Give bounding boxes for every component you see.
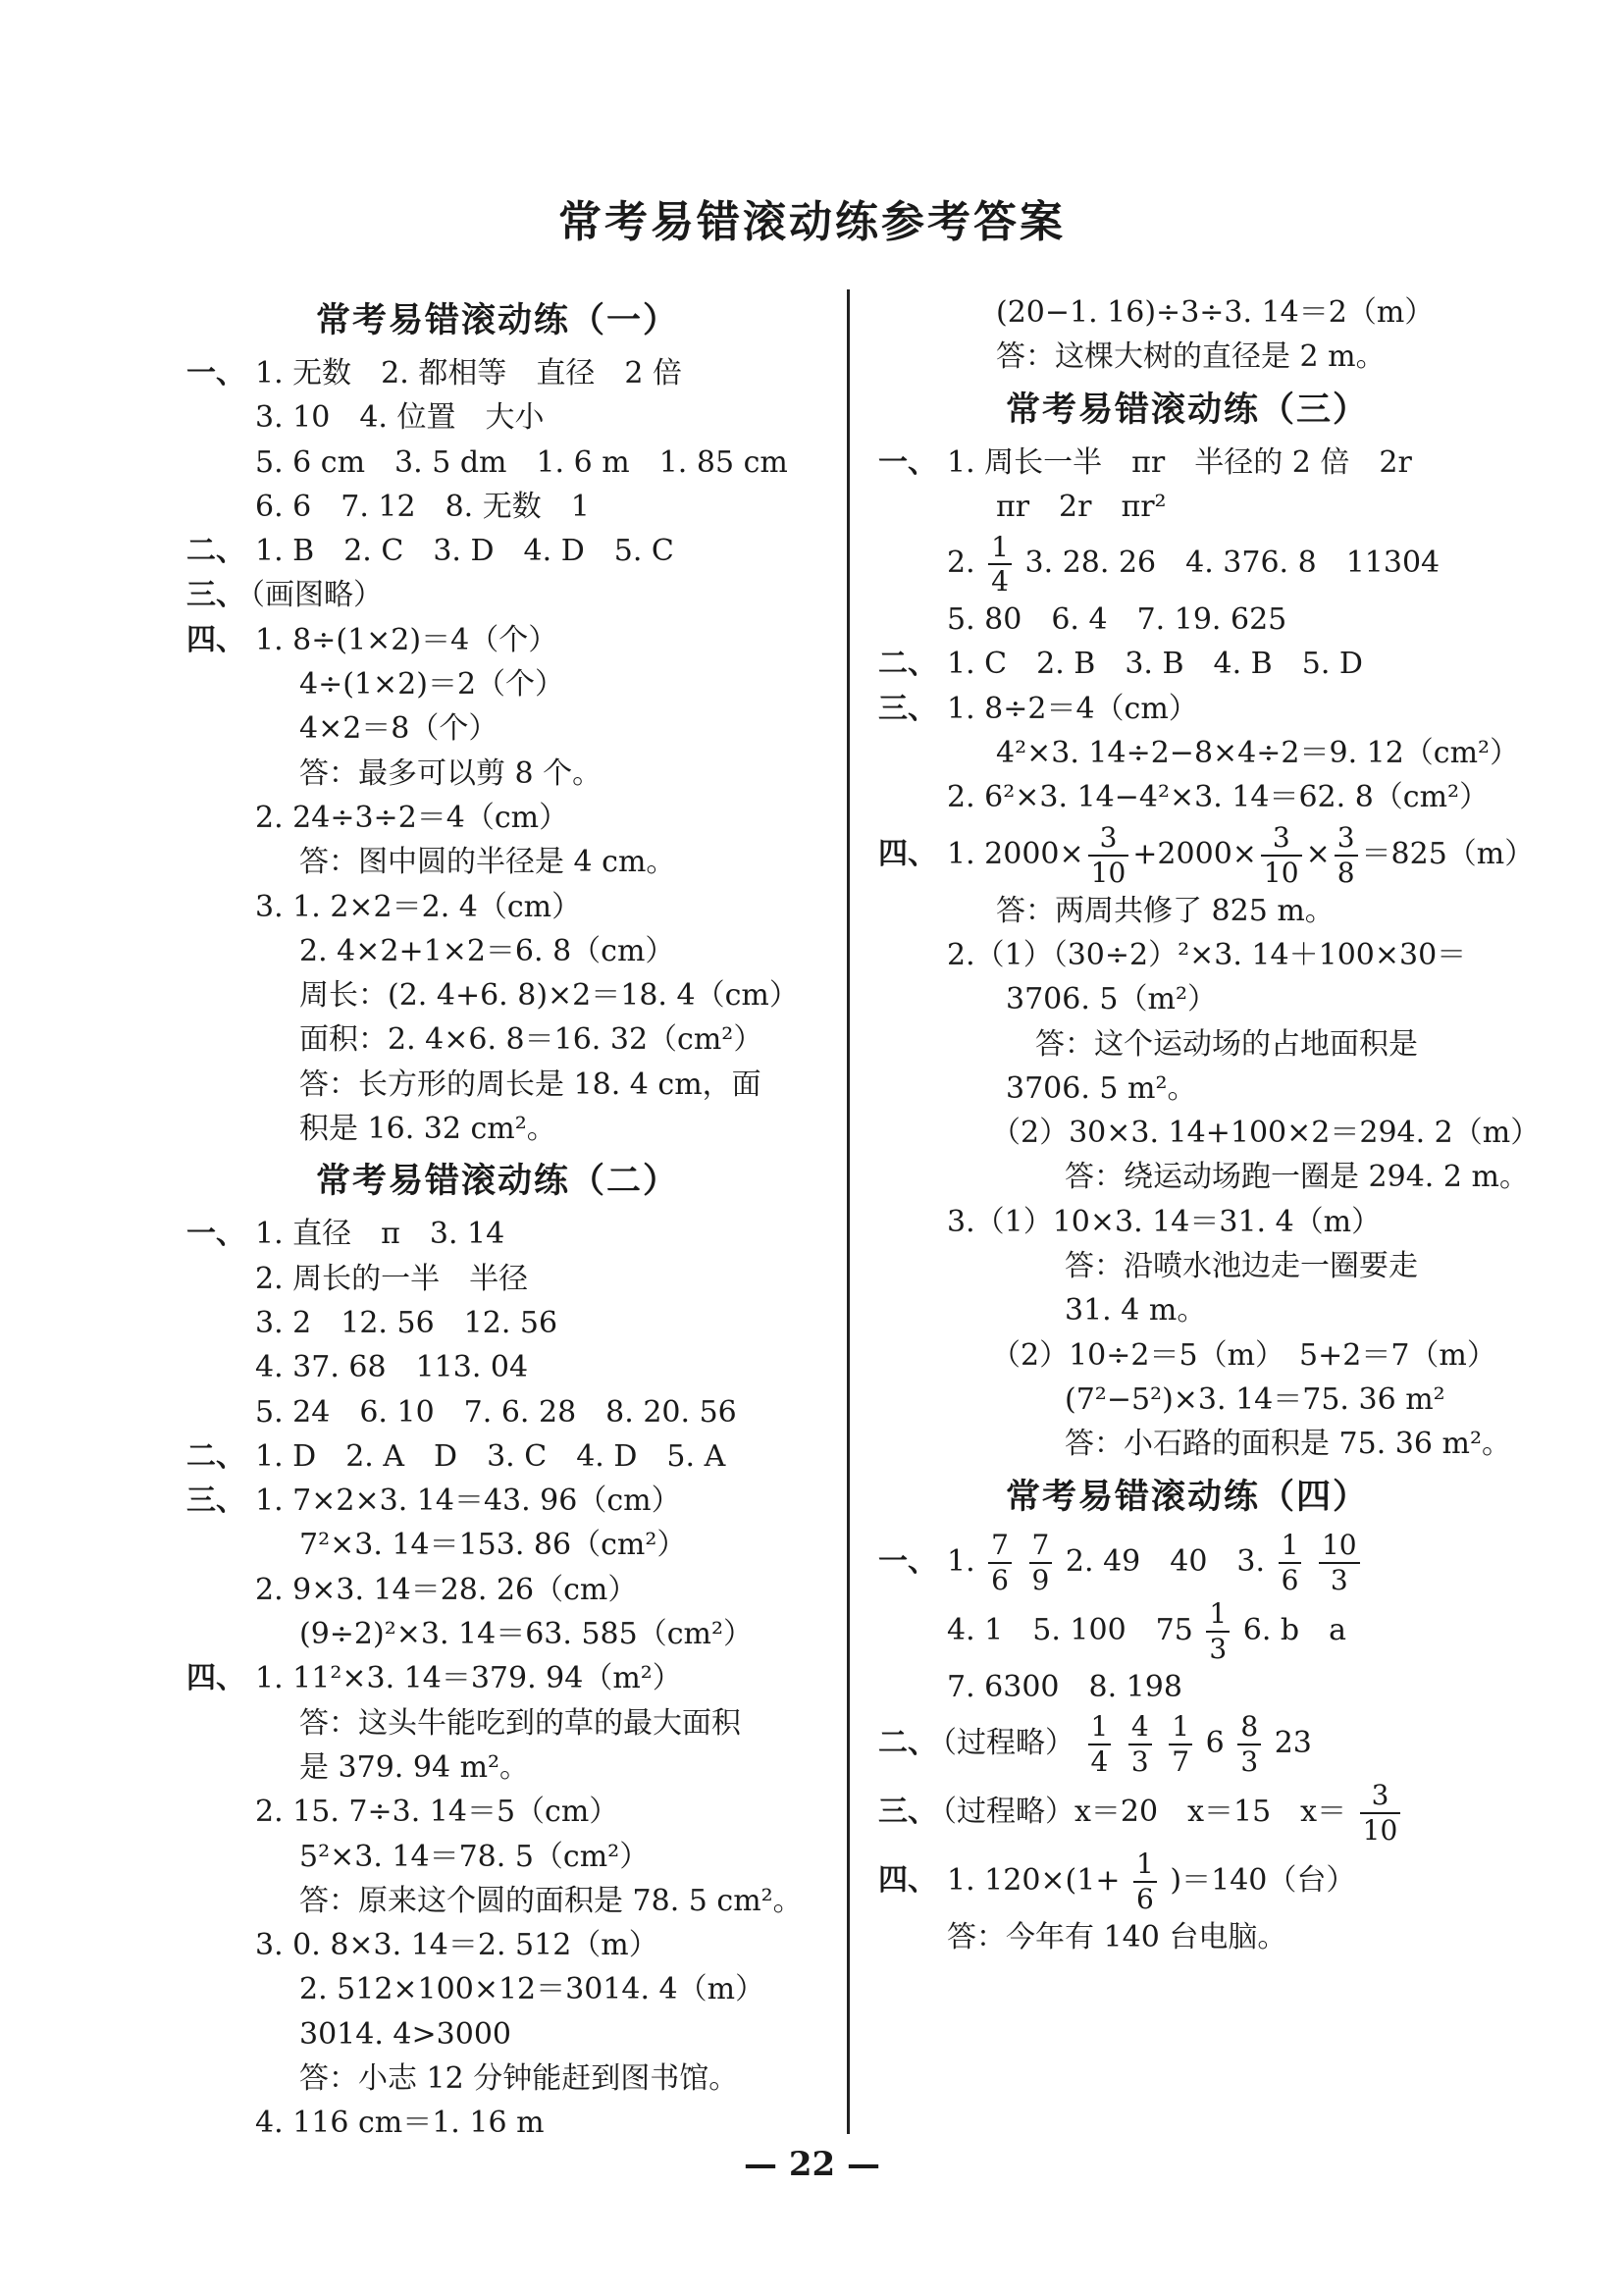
answer-line: 答：这个运动场的占地面积是	[1035, 1026, 1418, 1062]
answer-line: 四、 1. 2000× $\frac{3}{10}$ +2000× $\frac{3}{10}$ × $\frac{3}{8}$ ＝825（m）	[878, 821, 1535, 889]
answer-line: 答：原来这个圆的面积是 78. 5 cm²。	[299, 1883, 803, 1918]
answer-line: 3. 1. 2×2＝2. 4（cm）	[255, 889, 582, 924]
answer-line: 3706. 5（m²）	[1006, 982, 1217, 1017]
answer-line: 周长：(2. 4+6. 8)×2＝18. 4（cm）	[299, 978, 799, 1014]
answer-line: 二、 1. B 2. C 3. D 4. D 5. C	[186, 534, 674, 569]
section-title-3: 常考易错滚动练（三）	[1006, 389, 1370, 430]
section-title-2: 常考易错滚动练（二）	[316, 1161, 680, 1202]
answer-line: 4×2＝8（个）	[299, 711, 498, 747]
answer-line: 5. 80 6. 4 7. 19. 625	[947, 602, 1287, 638]
fraction: $\frac{3}{8}$	[1335, 821, 1358, 889]
answer-line: 一、 1. $\frac{7}{6}$ $\frac{7}{9}$ 2. 49 40 3. $\frac{1}{6}$ $\frac{10}{3}$	[878, 1528, 1545, 1596]
answer-line: 三、 1. 7×2×3. 14＝43. 96（cm）	[186, 1484, 681, 1519]
answer-line: 答：两周共修了 825 m。	[996, 893, 1335, 928]
fraction: $\frac{4}{3}$	[1128, 1710, 1152, 1778]
answer-line: 答：最多可以剪 8 个。	[299, 755, 602, 791]
answer-line: 2. 周长的一半 半径	[255, 1261, 529, 1296]
answer-line: 答：沿喷水池边走一圈要走	[1065, 1249, 1418, 1284]
column-divider	[847, 289, 850, 2134]
answer-line: 31. 4 m。	[1065, 1293, 1207, 1328]
left-column	[186, 290, 814, 2146]
answer-line: 5. 6 cm 3. 5 dm 1. 6 m 1. 85 cm	[255, 444, 788, 480]
answer-line: (9÷2)²×3. 14＝63. 585（cm²）	[299, 1617, 753, 1652]
fraction: $\frac{10}{3}$	[1319, 1529, 1360, 1596]
answer-line: 4÷(1×2)＝2（个）	[299, 667, 565, 703]
fraction: $\frac{7}{9}$	[1029, 1529, 1053, 1596]
fraction: $\frac{1}{6}$	[1133, 1848, 1157, 1915]
answer-line: 积是 16. 32 cm²。	[299, 1112, 556, 1147]
answer-line: 答：绕运动场跑一圈是 294. 2 m。	[1065, 1160, 1529, 1195]
answer-line: 四、 1. 120×(1+ $\frac{1}{6}$ )＝140（台）	[878, 1848, 1356, 1915]
answer-line: 2. 6²×3. 14−4²×3. 14＝62. 8（cm²）	[947, 780, 1490, 815]
answer-line: (7²−5²)×3. 14＝75. 36 m²	[1065, 1381, 1445, 1417]
answer-line: 7. 6300 8. 198	[947, 1669, 1182, 1704]
answer-line: 3. 2 12. 56 12. 56	[255, 1305, 558, 1340]
answer-line: 4²×3. 14÷2−8×4÷2＝9. 12（cm²）	[996, 736, 1520, 771]
answer-line: 四、 1. 8÷(1×2)＝4（个）	[186, 622, 558, 657]
fraction: $\frac{3}{10}$	[1088, 821, 1129, 889]
section-title-1: 常考易错滚动练（一）	[316, 300, 680, 340]
answer-line: (20−1. 16)÷3÷3. 14＝2（m）	[996, 295, 1435, 330]
answer-line: 3014. 4>3000	[299, 2016, 511, 2052]
answer-line: 答：长方形的周长是 18. 4 cm，面	[299, 1067, 761, 1102]
answer-line: 一、 1. 周长一半 πr 半径的 2 倍 2r	[878, 444, 1412, 480]
answer-line: 三、 1. 8÷2＝4（cm）	[878, 691, 1198, 726]
answer-line: 一、 1. 直径 π 3. 14	[186, 1217, 505, 1252]
fraction: $\frac{1}{7}$	[1169, 1710, 1192, 1778]
answer-line: 3706. 5 m²。	[1006, 1070, 1197, 1106]
answer-line: 6. 6 7. 12 8. 无数 1	[255, 489, 590, 524]
answer-line: 2. 24÷3÷2＝4（cm）	[255, 800, 569, 835]
fraction: $\frac{1}{6}$	[1279, 1529, 1302, 1596]
answer-line: 面积：2. 4×6. 8＝16. 32（cm²）	[299, 1022, 763, 1058]
answer-line: 3.（1）10×3. 14＝31. 4（m）	[947, 1204, 1382, 1239]
right-column	[878, 290, 1545, 1959]
fraction: $\frac{7}{6}$	[988, 1529, 1012, 1596]
page-title: 常考易错滚动练参考答案	[558, 197, 1066, 247]
answer-line: （2）30×3. 14+100×2＝294. 2（m）	[991, 1116, 1541, 1151]
answer-line: 2. 15. 7÷3. 14＝5（cm）	[255, 1795, 619, 1830]
answer-line: 答：小志 12 分钟能赶到图书馆。	[299, 2060, 739, 2096]
answer-line: 2.（1）（30÷2）²×3. 14＋100×30＝	[947, 937, 1467, 972]
answer-line: 5²×3. 14＝78. 5（cm²）	[299, 1839, 650, 1874]
answer-line: 答：小石路的面积是 75. 36 m²。	[1065, 1427, 1511, 1462]
answer-line: （2）10÷2＝5（m） 5+2＝7（m）	[991, 1337, 1496, 1373]
fraction: $\frac{8}{3}$	[1237, 1710, 1261, 1778]
answer-line: 四、 1. 11²×3. 14＝379. 94（m²）	[186, 1661, 682, 1696]
answer-line: 二、 1. C 2. B 3. B 4. B 5. D	[878, 647, 1363, 682]
answer-line: 3. 0. 8×3. 14＝2. 512（m）	[255, 1928, 658, 1963]
answer-line: πr 2r πr²	[996, 489, 1167, 524]
fraction: $\frac{1}{4}$	[988, 531, 1012, 599]
fraction: $\frac{3}{10}$	[1261, 821, 1302, 889]
answer-line: 答：这头牛能吃到的草的最大面积	[299, 1705, 741, 1741]
answer-line: 答：今年有 140 台电脑。	[947, 1919, 1287, 1954]
answer-line: 二、 （过程略） $\frac{1}{4}$ $\frac{4}{3}$ $\frac{1}{7}$ 6 $\frac{8}{3}$ 23	[878, 1710, 1312, 1778]
answer-line: 2. 4×2+1×2＝6. 8（cm）	[299, 933, 675, 968]
answer-line: 3. 10 4. 位置 大小	[255, 400, 545, 436]
fraction: $\frac{1}{3}$	[1206, 1597, 1230, 1665]
answer-line: 答：这棵大树的直径是 2 m。	[996, 339, 1386, 375]
fraction: $\frac{3}{10}$	[1360, 1779, 1401, 1847]
page-number: — 22 —	[744, 2145, 880, 2184]
answer-line: 二、 1. D 2. A D 3. C 4. D 5. A	[186, 1438, 726, 1474]
fraction: $\frac{1}{4}$	[1088, 1710, 1112, 1778]
section-title-4: 常考易错滚动练（四）	[1006, 1476, 1370, 1517]
answer-line: 7²×3. 14＝153. 86（cm²）	[299, 1528, 687, 1563]
answer-line: 一、 1. 无数 2. 都相等 直径 2 倍	[186, 356, 682, 391]
answer-line: 2. 9×3. 14＝28. 26（cm）	[255, 1572, 638, 1607]
answer-line: 4. 37. 68 113. 04	[255, 1350, 529, 1385]
answer-line: 4. 1 5. 100 75 $\frac{1}{3}$ 6. b a	[947, 1596, 1347, 1665]
answer-line: 5. 24 6. 10 7. 6. 28 8. 20. 56	[255, 1394, 737, 1430]
answer-line: 2. 512×100×12＝3014. 4（m）	[299, 1972, 765, 2007]
answer-line: 三、 （画图略）	[186, 578, 383, 613]
answer-line: 答：图中圆的半径是 4 cm。	[299, 845, 676, 880]
answer-line: 4. 116 cm＝1. 16 m	[255, 2106, 545, 2141]
answer-line: 2. $\frac{1}{4}$ 3. 28. 26 4. 376. 8 11304	[947, 530, 1441, 599]
answer-line: 是 379. 94 m²。	[299, 1749, 530, 1785]
answer-line: 三、 （过程略）x＝20 x＝15 x＝ $\frac{3}{10}$	[878, 1778, 1545, 1847]
